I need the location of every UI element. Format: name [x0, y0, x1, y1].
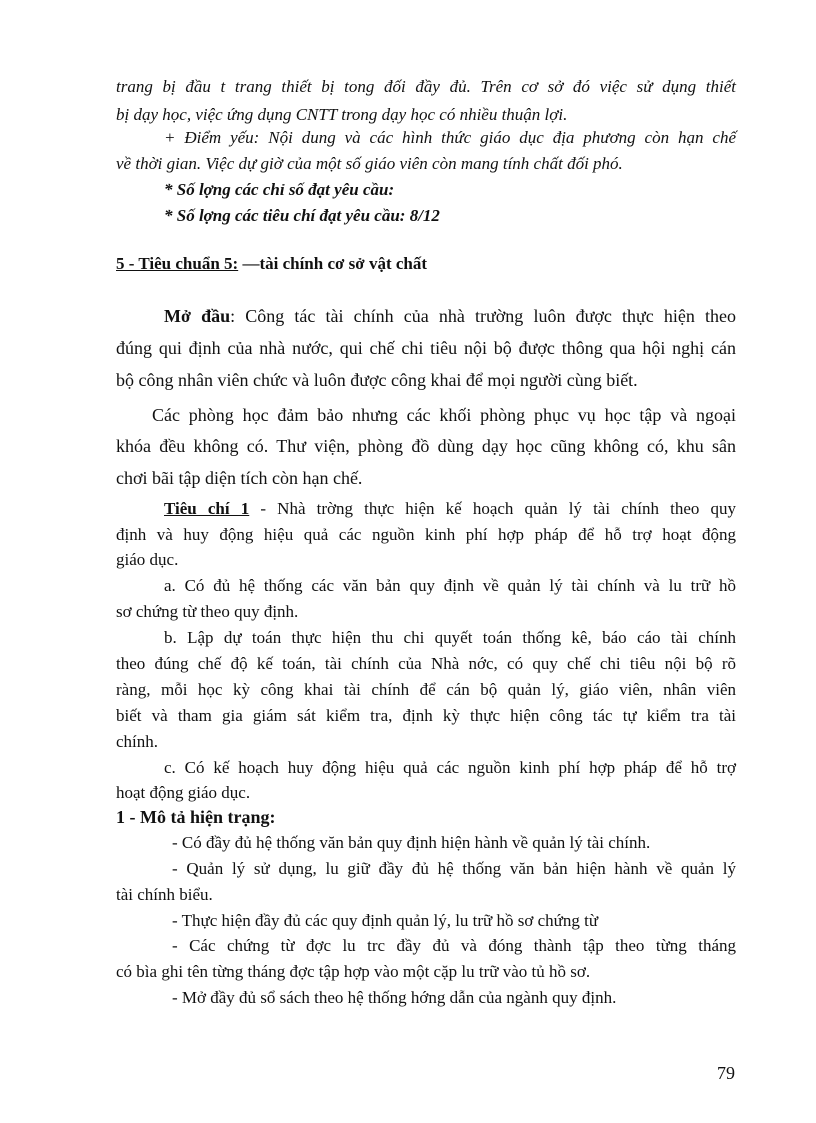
criterion-item-b: b. Lập dự toán thực hiện thu chi quyết toán thống kê, báo cáo tài chính [164, 628, 736, 647]
criterion-item-b: biết và tham gia giám sát kiểm tra, định kỳ thực hiện công tác tự kiểm tra tài [116, 706, 736, 725]
criterion-item-b: chính. [116, 732, 159, 751]
intro-line: đúng qui định của nhà nước, qui chế chi tiêu nội bộ được thông qua hội nghị cán [116, 338, 736, 358]
status-item: có bìa ghi tên từng tháng đợc tập hợp vào một cặp lu trữ vào tủ hồ sơ. [116, 962, 591, 981]
section-heading [116, 253, 736, 275]
page-number: 79 [717, 1063, 735, 1083]
criterion-item-c: hoạt động giáo dục. [116, 783, 251, 802]
criterion-item-a: a. Có đủ hệ thống các văn bản quy định về quản lý tài chính và lu trữ hồ [164, 576, 736, 595]
status-item: tài chính biểu. [116, 885, 213, 904]
status-item: - Mở đầy đủ sổ sách theo hệ thống hớng dẫn của ngành quy định. [172, 988, 617, 1007]
intro-line: khóa đều không có. Thư viện, phòng đồ dùng dạy học cũng không có, khu sân [116, 436, 736, 456]
criterion-label: Tiêu chí 1 [164, 499, 250, 518]
criterion-item-b: theo đúng chế độ kế toán, tài chính của Nhà nớc, có quy chế chi tiêu nội bộ rõ [116, 654, 736, 673]
status-item: - Có đầy đủ hệ thống văn bản quy định hiện hành về quản lý tài chính. [172, 833, 651, 852]
intro-line [164, 305, 736, 327]
strength-weakness-line: + Điểm yếu: Nội dung và các hình thức giáo dục địa phương còn hạn chế [164, 128, 736, 147]
status-heading: 1 - Mô tả hiện trạng: [116, 807, 276, 827]
criterion-line [164, 498, 736, 520]
criterion-line: giáo dục. [116, 550, 179, 569]
criterion-item-a: sơ chứng từ theo quy định. [116, 602, 299, 621]
section-heading-title: —tài chính cơ sở vật chất [238, 254, 428, 273]
indicator-count: * Số lợng các chỉ số đạt yêu cầu: [164, 180, 395, 199]
status-item: - Thực hiện đầy đủ các quy định quản lý, lu trữ hồ sơ chứng từ [172, 911, 599, 930]
intro-line: bộ công nhân viên chức và luôn được công khai để mọi người cùng biết. [116, 370, 638, 390]
intro-text: : Công tác tài chính của nhà trường luôn được thực hiện theo [230, 306, 736, 326]
paragraph-line: bị dạy học, việc ứng dụng CNTT trong dạy học có nhiều thuận lợi. [116, 105, 568, 124]
intro-label: Mở đầu [164, 306, 231, 326]
intro-line: Các phòng học đảm bảo nhưng các khối phòng phục vụ học tập và ngoại [152, 405, 736, 425]
criterion-item-b: ràng, mỗi học kỳ công khai tài chính để cán bộ quản lý, giáo viên, nhân viên [116, 680, 736, 699]
intro-line: chơi bãi tập diện tích còn hạn chế. [116, 468, 363, 488]
status-item: - Quản lý sử dụng, lu giữ đầy đủ hệ thống văn bản hiện hành về quản lý [172, 859, 736, 878]
criterion-line: định và huy động hiệu quả các nguồn kinh phí hợp pháp để hỗ trợ hoạt động [116, 525, 736, 544]
section-heading-number: 5 - Tiêu chuẩn 5: [116, 254, 239, 273]
criterion-item-c: c. Có kế hoạch huy động hiệu quả các nguồn kinh phí hợp pháp để hỗ trợ [164, 758, 736, 777]
paragraph-line: về thời gian. Việc dự giờ của một số giáo viên còn mang tính chất đối phó. [116, 154, 623, 173]
status-item: - Các chứng từ đợc lu trc đầy đủ và đóng thành tập theo từng tháng [172, 936, 736, 955]
paragraph-line: trang bị đầu t trang thiết bị tong đối đầy đủ. Trên cơ sở đó việc sử dụng thiết [116, 77, 736, 96]
criterion-text: - Nhà trờng thực hiện kế hoạch quản lý tài chính theo quy [249, 499, 736, 518]
criteria-count: * Số lợng các tiêu chí đạt yêu cầu: 8/12 [164, 206, 440, 225]
